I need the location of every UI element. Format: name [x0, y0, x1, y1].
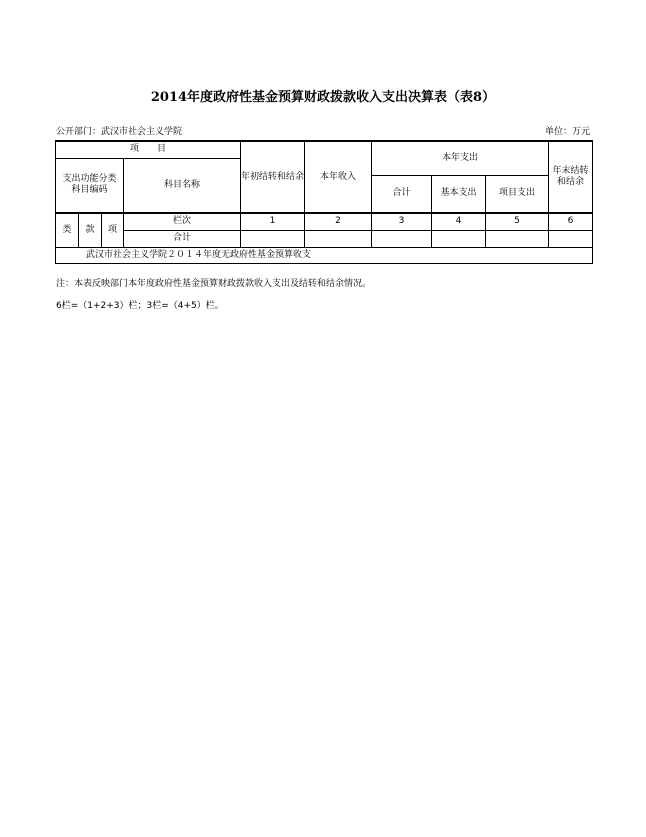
row-total: 合计	[124, 230, 241, 247]
code-kuan: 款	[79, 213, 102, 247]
table-caption: 武汉市社会主义学院２０１４年度无政府性基金预算收支	[56, 247, 593, 263]
table-cell	[486, 230, 549, 247]
budget-table	[55, 140, 593, 264]
note-line: 6栏=（1+2+3）栏；3栏=（4+5）栏。	[56, 301, 224, 311]
table-cell	[305, 230, 372, 247]
col-number: 3	[372, 213, 432, 230]
department-label: 公开部门：武汉市社会主义学院	[56, 127, 183, 137]
page-title: 2014年度政府性基金预算财政拨款收入支出决算表（表8）	[150, 90, 496, 105]
code-xiang: 项	[102, 213, 124, 247]
col-number: 1	[241, 213, 305, 230]
col-number: 6	[549, 213, 593, 230]
code-lei: 类	[56, 213, 79, 247]
header-expense-project: 项目支出	[486, 175, 549, 213]
header-begin-balance: 年初结转和结余	[241, 141, 305, 213]
table-cell	[372, 230, 432, 247]
row-lanci: 栏次	[124, 213, 241, 230]
unit-label: 单位：万元	[544, 127, 590, 137]
header-income: 本年收入	[305, 141, 372, 213]
table-cell	[549, 230, 593, 247]
table-cell	[241, 230, 305, 247]
header-expense-basic: 基本支出	[432, 175, 486, 213]
header-expense-total: 合计	[372, 175, 432, 213]
header-subject-name: 科目名称	[124, 158, 241, 213]
header-expense-group: 本年支出	[372, 141, 549, 175]
header-item: 项 目	[56, 141, 241, 158]
col-number: 4	[432, 213, 486, 230]
table-cell	[432, 230, 486, 247]
col-number: 2	[305, 213, 372, 230]
note-line: 注：本表反映部门本年度政府性基金预算财政拨款收入支出及结转和结余情况。	[56, 279, 372, 289]
col-number: 5	[486, 213, 549, 230]
header-end-balance: 年末结转 和结余	[549, 141, 593, 213]
header-code: 支出功能分类 科目编码	[56, 158, 124, 213]
